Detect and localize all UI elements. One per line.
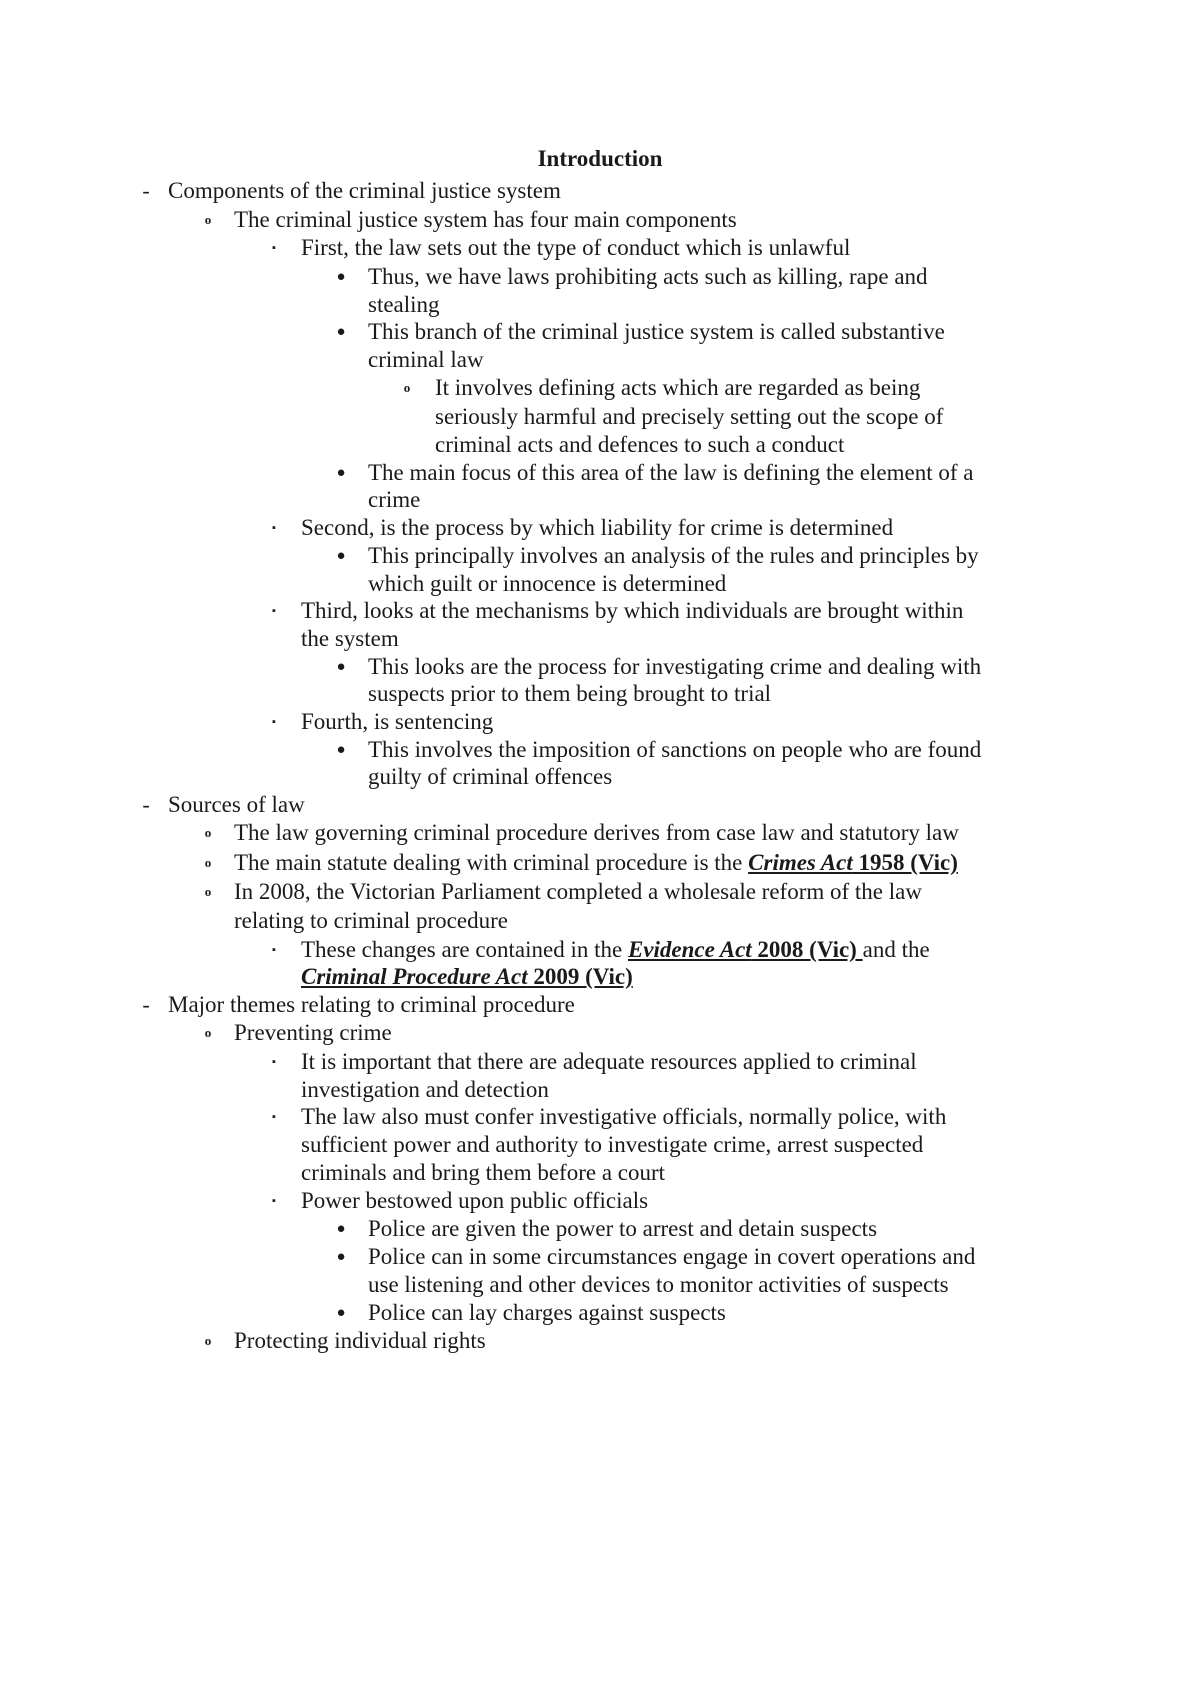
list-item-continuation: criminal acts and defences to such a conduct: [435, 432, 845, 457]
dash-marker: -: [142, 178, 150, 203]
list-item-continuation: seriously harmful and precisely setting out the scope of: [435, 404, 944, 429]
square-bullet-icon: ▪: [272, 522, 276, 534]
section-heading-sources: Sources of law: [168, 792, 305, 817]
dash-marker: -: [142, 792, 150, 817]
list-item: The law also must confer investigative officials, normally police, with: [301, 1104, 947, 1129]
statute-text: The main statute dealing with criminal procedure is the: [234, 850, 749, 875]
dot-bullet-icon: ●: [336, 659, 346, 675]
statute-name: Crimes Act: [748, 850, 853, 875]
square-bullet-icon: ▪: [272, 1056, 276, 1068]
list-item-continuation: investigation and detection: [301, 1077, 549, 1102]
dot-bullet-icon: ●: [336, 324, 346, 340]
list-item-continuation: crime: [368, 487, 421, 512]
square-bullet-icon: ▪: [272, 1195, 276, 1207]
list-item: Third, looks at the mechanisms by which individuals are brought within: [301, 598, 964, 623]
list-item: This involves the imposition of sanctions on people who are found: [368, 737, 982, 762]
list-item-continuation: which guilt or innocence is determined: [368, 571, 727, 596]
dot-bullet-icon: ●: [336, 465, 346, 481]
list-item: The law governing criminal procedure derives from case law and statutory law: [234, 820, 959, 845]
square-bullet-icon: ▪: [272, 944, 276, 956]
dot-bullet-icon: ●: [336, 1221, 346, 1237]
list-item: Power bestowed upon public officials: [301, 1188, 649, 1213]
list-item-continuation: stealing: [368, 292, 440, 317]
dot-bullet-icon: ●: [336, 742, 346, 758]
circle-bullet-icon: o: [204, 1025, 212, 1040]
list-item: Protecting individual rights: [234, 1328, 486, 1353]
evidence-act-name: Evidence Act: [627, 937, 752, 962]
square-bullet-icon: ▪: [272, 605, 276, 617]
list-item-continuation: relating to criminal procedure: [234, 908, 508, 933]
circle-bullet-icon: o: [204, 825, 212, 840]
circle-bullet-icon: o: [204, 884, 212, 899]
circle-bullet-icon: o: [204, 212, 212, 227]
section-heading-themes: Major themes relating to criminal procedure: [168, 992, 575, 1017]
list-item-continuation: guilty of criminal offences: [368, 764, 613, 789]
dot-bullet-icon: ●: [336, 1305, 346, 1321]
list-item: It is important that there are adequate resources applied to criminal: [301, 1049, 917, 1074]
list-item-continuation: criminals and bring them before a court: [301, 1160, 666, 1185]
list-item: Police can in some circumstances engage in covert operations and: [368, 1244, 976, 1269]
list-item: The main focus of this area of the law is defining the element of a: [368, 460, 974, 485]
list-item: Second, is the process by which liability for crime is determined: [301, 515, 894, 540]
list-item: It involves defining acts which are regarded as being: [435, 375, 921, 400]
and-text: and the: [862, 937, 930, 962]
dash-marker: -: [142, 992, 150, 1017]
list-item-continuation: use listening and other devices to monitor activities of suspects: [368, 1272, 949, 1297]
dot-bullet-icon: ●: [336, 548, 346, 564]
circle-bullet-icon: o: [403, 380, 411, 395]
circle-bullet-icon: o: [204, 1333, 212, 1348]
evidence-act-year: 2008 (Vic): [751, 937, 863, 962]
list-item-continuation: sufficient power and authority to investigate crime, arrest suspected: [301, 1132, 924, 1157]
section-heading-components: Components of the criminal justice system: [168, 178, 561, 203]
square-bullet-icon: ▪: [272, 242, 276, 254]
criminal-procedure-act-year: 2009 (Vic): [527, 964, 633, 989]
list-item-continuation: [301, 962, 633, 992]
statute-year: 1958 (Vic): [852, 850, 958, 875]
list-item: [301, 935, 930, 965]
list-item: In 2008, the Victorian Parliament completed a wholesale reform of the law: [234, 879, 922, 904]
list-item: Thus, we have laws prohibiting acts such as killing, rape and: [368, 264, 928, 289]
list-item: Police can lay charges against suspects: [368, 1300, 726, 1325]
list-item: Preventing crime: [234, 1020, 392, 1045]
square-bullet-icon: ▪: [272, 716, 276, 728]
list-item: The criminal justice system has four main components: [234, 207, 737, 232]
dot-bullet-icon: ●: [336, 269, 346, 285]
dot-bullet-icon: ●: [336, 1249, 346, 1265]
list-item: This principally involves an analysis of the rules and principles by: [368, 543, 979, 568]
list-item: Police are given the power to arrest and detain suspects: [368, 1216, 878, 1241]
circle-bullet-icon: o: [204, 855, 212, 870]
list-item-continuation: suspects prior to them being brought to trial: [368, 681, 772, 706]
list-item-continuation: criminal law: [368, 347, 484, 372]
changes-text: These changes are contained in the: [301, 937, 628, 962]
page-title: Introduction: [537, 146, 663, 171]
square-bullet-icon: ▪: [272, 1111, 276, 1123]
criminal-procedure-act-name: Criminal Procedure Act: [301, 964, 528, 989]
list-item: First, the law sets out the type of conduct which is unlawful: [301, 235, 851, 260]
list-item-continuation: the system: [301, 626, 399, 651]
list-item: Fourth, is sentencing: [301, 709, 494, 734]
list-item: This looks are the process for investigating crime and dealing with: [368, 654, 982, 679]
list-item: [234, 848, 958, 878]
list-item: This branch of the criminal justice system is called substantive: [368, 319, 945, 344]
